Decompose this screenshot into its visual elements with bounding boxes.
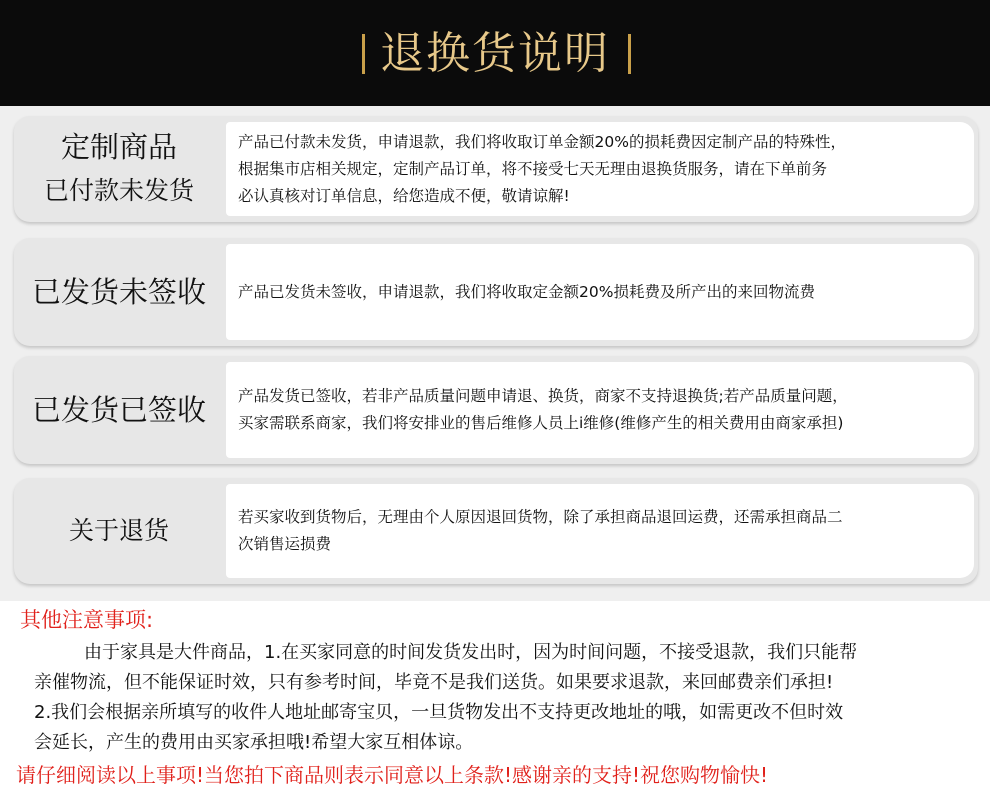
policy-desc-line: 根据集市店相关规定，定制产品订单，将不接受七天无理由退换货服务，请在下单前务	[238, 159, 828, 178]
policy-row-description	[226, 244, 974, 340]
policy-desc-line: 产品已付款未发货，申请退款，我们将收取订单金额20%的损耗费因定制产品的特殊性，	[238, 132, 846, 151]
policy-label-line: 已发货已签收	[31, 393, 206, 427]
policy-desc-line: 产品已发货未签收，申请退款，我们将收取定金额20%损耗费及所产出的来回物流费	[238, 282, 815, 301]
policy-desc-line: 产品发货已签收，若非产品质量问题申请退、换货，商家不支持退换货;若产品质量问题，	[238, 387, 848, 405]
page-title: 退换货说明	[380, 28, 610, 79]
policy-label-line: 已发货未签收	[31, 275, 206, 309]
notes-line: 亲催物流，但不能保证时效，只有参考时间，毕竟不是我们送货。如果要求退款，来回邮费亲们承担!	[34, 672, 834, 693]
policy-label-line: 定制商品	[60, 130, 177, 164]
notes-line: 2.我们会根据亲所填写的收件人地址邮寄宝贝，一旦货物发出不支持更改地址的哦，如需更改不但时效	[34, 702, 844, 723]
notes-line: 会延长，产生的费用由买家承担哦!希望大家互相体谅。	[34, 732, 474, 753]
footer-notice: 请仔细阅读以上事项!当您拍下商品则表示同意以上条款!感谢亲的支持!祝您购物愉快!	[16, 763, 769, 787]
policy-row-description	[226, 484, 974, 578]
policy-label-line: 已付款未发货	[43, 176, 194, 205]
notes-line: 由于家具是大件商品，1.在买家同意的时间发货发出时，因为时间问题，不接受退款，我们只能帮	[84, 642, 858, 663]
policy-row-label	[14, 238, 224, 346]
policy-row-shipped-unsigned	[14, 238, 978, 346]
policy-label-line: 关于退货	[68, 516, 169, 545]
policy-row-description	[226, 122, 974, 216]
policy-row-about-returns	[14, 478, 978, 584]
notes-body	[34, 638, 974, 758]
policy-desc-line: 买家需联系商家，我们将安排业的售后维修人员上i维修(维修产生的相关费用由商家承担)	[238, 414, 844, 432]
policy-row-custom-paid-unshipped	[14, 116, 978, 222]
policy-desc-line: 次销售运损费	[238, 535, 332, 553]
notes-heading: 其他注意事项:	[20, 608, 154, 632]
policy-row-shipped-signed	[14, 356, 978, 464]
policy-row-label	[14, 478, 224, 584]
policy-desc-line: 若买家收到货物后，无理由个人原因退回货物，除了承担商品退回运费，还需承担商品二	[238, 508, 843, 526]
header-banner	[0, 0, 990, 106]
policy-desc-line: 必认真核对订单信息，给您造成不便，敬请谅解!	[238, 186, 570, 205]
policy-row-label	[14, 356, 224, 464]
policy-row-description	[226, 362, 974, 458]
policy-row-label	[14, 116, 224, 222]
header-right-divider	[628, 34, 631, 74]
